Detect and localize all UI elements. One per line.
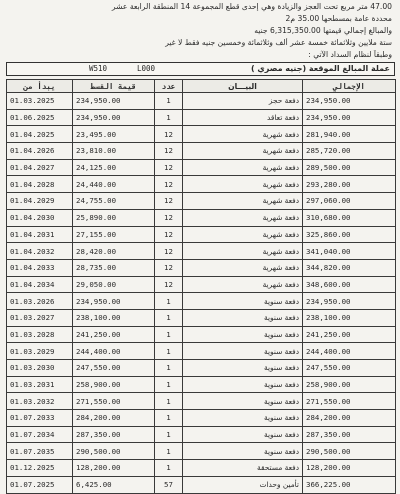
total-cell: 284,200.00: [303, 410, 396, 427]
statement-cell: دفعة سنوية: [183, 426, 303, 443]
count-cell: 12: [155, 126, 183, 143]
installment-value-cell: 28,420.00: [73, 243, 155, 260]
total-cell: 297,060.00: [303, 193, 396, 210]
table-title-bar: [6, 62, 395, 76]
statement-cell: دفعة سنوية: [183, 443, 303, 460]
statement-cell: دفعة سنوية: [183, 393, 303, 410]
installment-value-cell: 238,100.00: [73, 309, 155, 326]
start-date-cell: 01.03.2025: [7, 93, 73, 110]
start-date-cell: 01.04.2031: [7, 226, 73, 243]
installment-value-cell: 23,495.00: [73, 126, 155, 143]
statement-cell: دفعة شهرية: [183, 276, 303, 293]
start-date-cell: 01.04.2025: [7, 126, 73, 143]
intro-line-5: وطبقاً لنظام السداد الآتي :: [308, 50, 392, 59]
total-cell: 366,225.00: [303, 476, 396, 493]
count-cell: 1: [155, 426, 183, 443]
installment-value-cell: 271,550.00: [73, 393, 155, 410]
statement-cell: دفعة شهرية: [183, 143, 303, 160]
statement-cell: دفعة شهرية: [183, 243, 303, 260]
installment-value-cell: 234,950.00: [73, 109, 155, 126]
table-row: [7, 126, 396, 143]
total-cell: 234,950.00: [303, 109, 396, 126]
installment-value-cell: 241,250.00: [73, 326, 155, 343]
count-cell: 1: [155, 343, 183, 360]
table-row: [7, 476, 396, 493]
count-cell: 12: [155, 243, 183, 260]
installment-value-cell: 23,810.00: [73, 143, 155, 160]
count-cell: 12: [155, 176, 183, 193]
total-cell: 244,400.00: [303, 343, 396, 360]
start-date-cell: 01.04.2030: [7, 209, 73, 226]
table-row: [7, 360, 396, 377]
header-installment-value: قيمة القسط: [73, 80, 155, 93]
installment-value-cell: 128,200.00: [73, 460, 155, 477]
installment-value-cell: 29,050.00: [73, 276, 155, 293]
statement-cell: دفعة سنوية: [183, 360, 303, 377]
total-cell: 271,550.00: [303, 393, 396, 410]
total-cell: 293,280.00: [303, 176, 396, 193]
count-cell: 1: [155, 360, 183, 377]
table-row: [7, 176, 396, 193]
start-date-cell: 01.04.2026: [7, 143, 73, 160]
start-date-cell: 01.04.2028: [7, 176, 73, 193]
table-row: [7, 209, 396, 226]
table-row: [7, 443, 396, 460]
statement-cell: دفعة مستحقة: [183, 460, 303, 477]
statement-cell: تأمين وحدات: [183, 476, 303, 493]
statement-cell: دفعة سنوية: [183, 410, 303, 427]
count-cell: 12: [155, 276, 183, 293]
start-date-cell: 01.12.2025: [7, 460, 73, 477]
table-row: [7, 393, 396, 410]
reference-code: W510: [89, 64, 108, 73]
start-date-cell: 01.03.2028: [7, 326, 73, 343]
start-date-cell: 01.04.2027: [7, 159, 73, 176]
total-cell: 341,040.00: [303, 243, 396, 260]
payment-schedule-table: [6, 79, 396, 494]
start-date-cell: 01.06.2025: [7, 109, 73, 126]
count-cell: 12: [155, 143, 183, 160]
statement-cell: دفعة سنوية: [183, 309, 303, 326]
total-cell: 344,820.00: [303, 259, 396, 276]
table-row: [7, 343, 396, 360]
total-cell: 234,950.00: [303, 93, 396, 110]
installment-value-cell: 24,125.00: [73, 159, 155, 176]
count-cell: 12: [155, 209, 183, 226]
total-cell: 128,200.00: [303, 460, 396, 477]
count-cell: 1: [155, 460, 183, 477]
header-count: عدد: [155, 80, 183, 93]
installment-value-cell: 24,755.00: [73, 193, 155, 210]
table-row: [7, 93, 396, 110]
total-cell: 234,950.00: [303, 293, 396, 310]
table-title: عملة المبالغ الموقعة (جنيه مصري ): [250, 64, 390, 73]
intro-line-4: ستة ملايين وثلاثمائة خمسة عشر ألف وثلاثمائة وخمسين جنيه فقط لا غير: [165, 38, 392, 47]
installment-value-cell: 284,200.00: [73, 410, 155, 427]
table-row: [7, 293, 396, 310]
statement-cell: دفعة شهرية: [183, 176, 303, 193]
statement-cell: دفعة شهرية: [183, 209, 303, 226]
count-cell: 1: [155, 393, 183, 410]
count-cell: 1: [155, 309, 183, 326]
total-cell: 247,550.00: [303, 360, 396, 377]
start-date-cell: 01.04.2032: [7, 243, 73, 260]
installment-value-cell: 244,400.00: [73, 343, 155, 360]
table-row: [7, 259, 396, 276]
total-cell: 238,100.00: [303, 309, 396, 326]
total-cell: 287,350.00: [303, 426, 396, 443]
count-cell: 1: [155, 443, 183, 460]
total-cell: 241,250.00: [303, 326, 396, 343]
statement-cell: دفعة شهرية: [183, 193, 303, 210]
table-row: [7, 376, 396, 393]
intro-line-3: والمبالغ إجمالي قيمتها 6,315,350.00 جنيه: [254, 26, 392, 35]
total-cell: 285,720.00: [303, 143, 396, 160]
start-date-cell: 01.07.2035: [7, 443, 73, 460]
table-row: [7, 326, 396, 343]
installment-value-cell: 25,890.00: [73, 209, 155, 226]
table-row: [7, 243, 396, 260]
header-total: الإجمالي: [303, 80, 396, 93]
statement-cell: دفعة حجز: [183, 93, 303, 110]
header-start-date: يبدأ من: [7, 80, 73, 93]
installment-value-cell: 258,900.00: [73, 376, 155, 393]
count-cell: 1: [155, 326, 183, 343]
total-cell: 348,600.00: [303, 276, 396, 293]
table-row: [7, 159, 396, 176]
start-date-cell: 01.07.2033: [7, 410, 73, 427]
total-cell: 325,860.00: [303, 226, 396, 243]
count-cell: 12: [155, 159, 183, 176]
installment-value-cell: 24,440.00: [73, 176, 155, 193]
count-cell: 1: [155, 376, 183, 393]
installment-value-cell: 234,950.00: [73, 93, 155, 110]
installment-value-cell: 290,500.00: [73, 443, 155, 460]
installment-value-cell: 287,350.00: [73, 426, 155, 443]
count-cell: 12: [155, 226, 183, 243]
count-cell: 1: [155, 293, 183, 310]
table-row: [7, 226, 396, 243]
start-date-cell: 01.04.2029: [7, 193, 73, 210]
count-cell: 57: [155, 476, 183, 493]
installment-value-cell: 247,550.00: [73, 360, 155, 377]
total-cell: 290,500.00: [303, 443, 396, 460]
intro-line-1: 47.00 متر مربع تحت العجز والزيادة وهي إحدى قطع المجموعة 14 المنطقة الرابعة عشر: [111, 2, 392, 11]
statement-cell: دفعة سنوية: [183, 343, 303, 360]
statement-cell: دفعة سنوية: [183, 326, 303, 343]
count-cell: 1: [155, 93, 183, 110]
start-date-cell: 01.03.2030: [7, 360, 73, 377]
intro-line-2: محددة عامة بمسطحها 35.00 م2: [285, 14, 392, 23]
statement-cell: دفعة شهرية: [183, 159, 303, 176]
table-row: [7, 143, 396, 160]
total-cell: 289,500.00: [303, 159, 396, 176]
start-date-cell: 01.04.2033: [7, 259, 73, 276]
table-row: [7, 276, 396, 293]
start-date-cell: 01.07.2025: [7, 476, 73, 493]
installment-value-cell: 234,950.00: [73, 293, 155, 310]
statement-cell: دفعة سنوية: [183, 376, 303, 393]
total-cell: 310,680.00: [303, 209, 396, 226]
statement-cell: دفعة سنوية: [183, 293, 303, 310]
count-cell: 12: [155, 259, 183, 276]
statement-cell: دفعة شهرية: [183, 126, 303, 143]
start-date-cell: 01.04.2034: [7, 276, 73, 293]
count-cell: 1: [155, 410, 183, 427]
header-statement: البيـــان: [183, 80, 303, 93]
start-date-cell: 01.03.2032: [7, 393, 73, 410]
start-date-cell: 01.03.2031: [7, 376, 73, 393]
start-date-cell: 01.03.2029: [7, 343, 73, 360]
count-cell: 1: [155, 109, 183, 126]
reference-code-2: L000: [137, 64, 156, 73]
statement-cell: دفعة شهرية: [183, 259, 303, 276]
start-date-cell: 01.07.2034: [7, 426, 73, 443]
start-date-cell: 01.03.2027: [7, 309, 73, 326]
table-row: [7, 410, 396, 427]
statement-cell: دفعة شهرية: [183, 226, 303, 243]
table-row: [7, 460, 396, 477]
table-row: [7, 109, 396, 126]
table-row: [7, 309, 396, 326]
installment-value-cell: 28,735.00: [73, 259, 155, 276]
total-cell: 258,900.00: [303, 376, 396, 393]
start-date-cell: 01.03.2026: [7, 293, 73, 310]
installment-value-cell: 6,425.00: [73, 476, 155, 493]
table-row: [7, 193, 396, 210]
statement-cell: دفعة تعاقد: [183, 109, 303, 126]
total-cell: 281,940.00: [303, 126, 396, 143]
table-header-row: [7, 80, 396, 93]
count-cell: 12: [155, 193, 183, 210]
installment-value-cell: 27,155.00: [73, 226, 155, 243]
